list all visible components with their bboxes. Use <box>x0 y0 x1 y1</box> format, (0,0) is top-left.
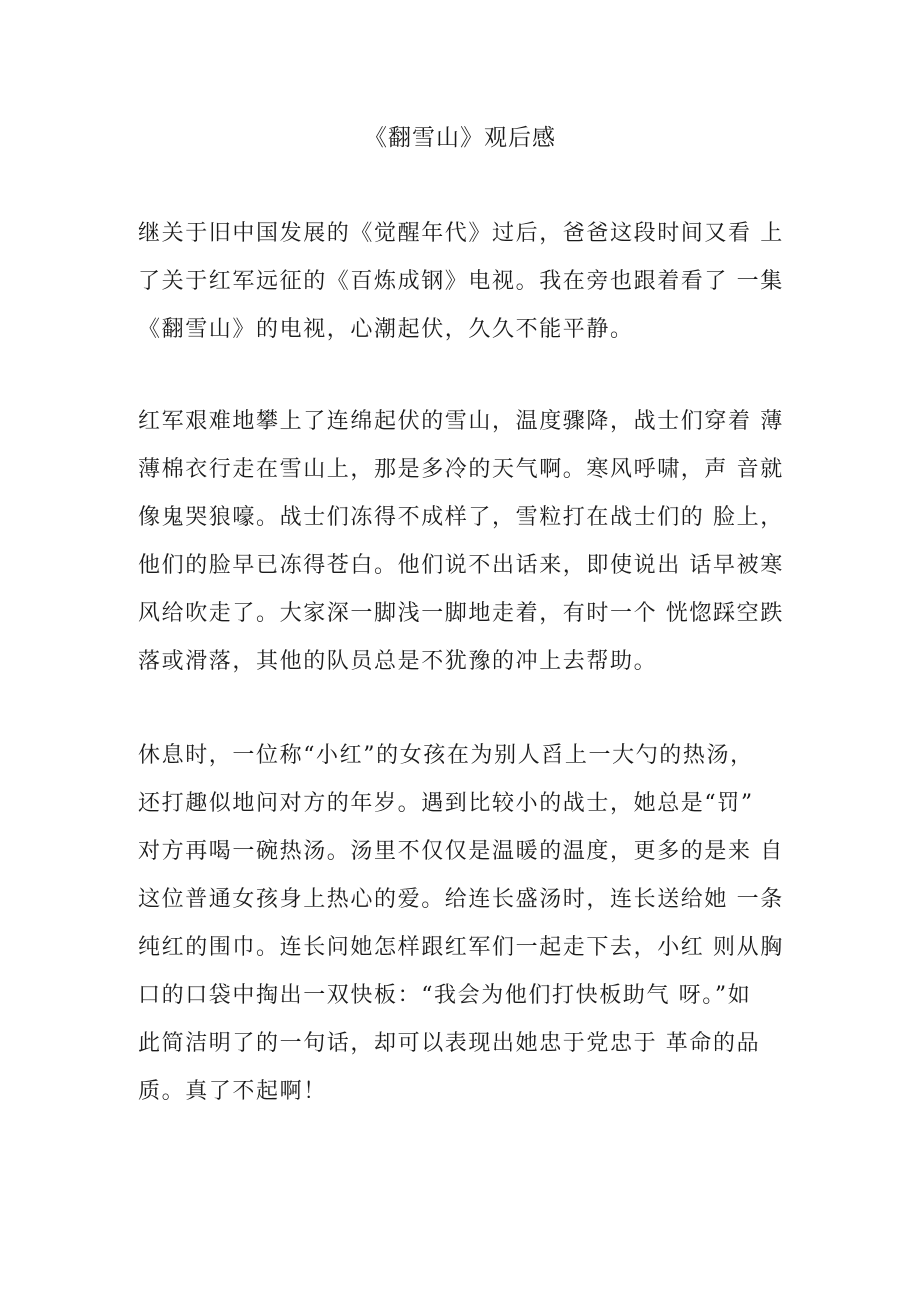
paragraph-2 <box>138 398 788 686</box>
document-title: 《翻雪山》观后感 <box>364 125 556 151</box>
paragraph-line: 像鬼哭狼嚎。战士们冻得不成样了，雪粒打在战士们的 脸上， <box>138 505 784 530</box>
paragraph-line: 此简洁明了的一句话，却可以表现出她忠于党忠于 革命的品 <box>138 1031 761 1056</box>
paragraph-line: 口的口袋中掏出一双快板：“我会为他们打快板助气 呀。”如 <box>138 983 752 1008</box>
paragraph-1 <box>138 210 788 354</box>
paragraph-line: 这位普通女孩身上热心的爱。给连长盛汤时，连长送给她 一条 <box>138 887 784 912</box>
paragraph-line: 继关于旧中国发展的《觉醒年代》过后，爸爸这段时间又看 上 <box>138 221 784 246</box>
paragraph-line: 纯红的围巾。连长问她怎样跟红军们一起走下去，小红 则从胸 <box>138 935 784 960</box>
paragraph-line: 《翻雪山》的电视，心潮起伏，久久不能平静。 <box>138 317 634 342</box>
paragraph-line: 落或滑落，其他的队员总是不犹豫的冲上去帮助。 <box>138 649 658 674</box>
paragraph-line: 红军艰难地攀上了连绵起伏的雪山，温度骤降，战士们穿着 薄 <box>138 409 784 434</box>
paragraph-line: 还打趣似地问对方的年岁。遇到比较小的战士，她总是“罚” <box>138 791 754 816</box>
paragraph-line: 他们的脸早已冻得苍白。他们说不出话来，即使说出 话早被寒 <box>138 553 784 578</box>
paragraph-line: 薄棉衣行走在雪山上，那是多冷的天气啊。寒风呼啸，声 音就 <box>138 457 784 482</box>
paragraph-line: 质。真了不起啊！ <box>138 1079 327 1104</box>
paragraph-line: 休息时，一位称“小红”的女孩在为别人舀上一大勺的热汤， <box>138 743 754 768</box>
paragraph-3 <box>138 732 788 1116</box>
paragraph-line: 风给吹走了。大家深一脚浅一脚地走着，有时一个 恍惚踩空跌 <box>138 601 784 626</box>
paragraph-line: 了关于红军远征的《百炼成钢》电视。我在旁也跟着看了 一集 <box>138 269 784 294</box>
paragraph-line: 对方再喝一碗热汤。汤里不仅仅是温暖的温度，更多的是来 自 <box>138 839 784 864</box>
